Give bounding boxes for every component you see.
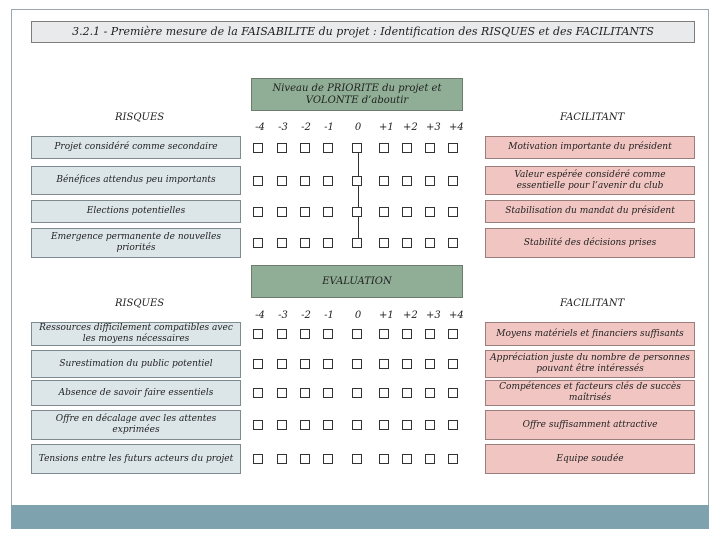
section2-risque-item: Surestimation du public potentiel	[31, 350, 241, 378]
section2-scale-label: +4	[449, 310, 464, 321]
section1-rating-checkbox[interactable]	[277, 143, 287, 153]
section1-rating-checkbox[interactable]	[253, 207, 263, 217]
section2-rating-checkbox[interactable]	[352, 388, 362, 398]
section1-rating-checkbox[interactable]	[277, 176, 287, 186]
section1-rating-checkbox[interactable]	[277, 238, 287, 248]
section1-rating-checkbox[interactable]	[323, 143, 333, 153]
section1-rating-checkbox[interactable]	[300, 238, 310, 248]
section2-scale-label: +1	[379, 310, 394, 321]
section2-risque-item: Ressources difficilement compatibles avec les moyens nécessaires	[31, 322, 241, 346]
section2-rating-checkbox[interactable]	[402, 329, 412, 339]
section2-rating-checkbox[interactable]	[448, 329, 458, 339]
section1-rating-checkbox[interactable]	[352, 207, 362, 217]
section2-rating-checkbox[interactable]	[379, 329, 389, 339]
section2-rating-checkbox[interactable]	[300, 420, 310, 430]
section2-rating-checkbox[interactable]	[379, 454, 389, 464]
section1-rating-checkbox[interactable]	[352, 143, 362, 153]
section1-scale-label: -1	[324, 122, 334, 133]
section1-rating-checkbox[interactable]	[425, 143, 435, 153]
section2-rating-checkbox[interactable]	[352, 420, 362, 430]
section2-scale-label: -1	[324, 310, 334, 321]
section2-rating-checkbox[interactable]	[323, 420, 333, 430]
section2-facilitant-item: Moyens matériels et financiers suffisants	[485, 322, 695, 346]
section2-rating-checkbox[interactable]	[379, 359, 389, 369]
section2-rating-checkbox[interactable]	[402, 420, 412, 430]
slide-footer-bar	[11, 505, 709, 529]
section1-rating-checkbox[interactable]	[402, 176, 412, 186]
section1-rating-checkbox[interactable]	[253, 238, 263, 248]
section2-rating-checkbox[interactable]	[402, 359, 412, 369]
section2-rating-checkbox[interactable]	[448, 359, 458, 369]
section2-scale-label: -4	[255, 310, 265, 321]
section2-rating-checkbox[interactable]	[379, 420, 389, 430]
section1-rating-checkbox[interactable]	[352, 238, 362, 248]
section2-facilitant-item: Offre suffisamment attractive	[485, 410, 695, 440]
section2-rating-checkbox[interactable]	[425, 388, 435, 398]
section2-rating-checkbox[interactable]	[352, 359, 362, 369]
section2-risque-item: Tensions entre les futurs acteurs du projet	[31, 444, 241, 474]
section2-rating-checkbox[interactable]	[323, 388, 333, 398]
section2-rating-checkbox[interactable]	[253, 454, 263, 464]
section1-risque-item: Projet considéré comme secondaire	[31, 136, 241, 159]
section2-scale-label: +2	[403, 310, 418, 321]
section1-rating-checkbox[interactable]	[402, 238, 412, 248]
section1-facilitant-item: Stabilité des décisions prises	[485, 228, 695, 258]
section1-scale-label: -4	[255, 122, 265, 133]
section2-scale-label: 0	[354, 310, 362, 321]
section1-scale-label: +1	[379, 122, 394, 133]
section1-rating-checkbox[interactable]	[379, 143, 389, 153]
section1-rating-checkbox[interactable]	[352, 176, 362, 186]
section2-rating-checkbox[interactable]	[253, 359, 263, 369]
section1-rating-checkbox[interactable]	[425, 207, 435, 217]
section1-zero-axis-line	[358, 150, 359, 242]
page-title: 3.2.1 - Première mesure de la FAISABILITE du projet : Identification des RISQUES et des FACILITANTS	[31, 21, 695, 43]
section1-scale-label: +2	[403, 122, 418, 133]
section1-rating-checkbox[interactable]	[323, 207, 333, 217]
section1-rating-checkbox[interactable]	[379, 207, 389, 217]
section2-rating-checkbox[interactable]	[300, 388, 310, 398]
section2-facilitant-item: Compétences et facteurs clés de succès maîtrisés	[485, 380, 695, 406]
section2-rating-checkbox[interactable]	[402, 388, 412, 398]
section1-rating-checkbox[interactable]	[425, 238, 435, 248]
section1-rating-checkbox[interactable]	[300, 176, 310, 186]
section2-rating-checkbox[interactable]	[448, 388, 458, 398]
section2-rating-checkbox[interactable]	[300, 454, 310, 464]
section2-facilitant-label: FACILITANT	[560, 298, 625, 309]
section2-facilitant-item: Appréciation juste du nombre de personnes pouvant être intéressés	[485, 350, 695, 378]
section2-rating-checkbox[interactable]	[300, 329, 310, 339]
section1-facilitant-item: Valeur espérée considéré comme essentielle pour l’avenir du club	[485, 166, 695, 195]
section1-scale-label: +4	[449, 122, 464, 133]
section2-rating-checkbox[interactable]	[277, 454, 287, 464]
section2-rating-checkbox[interactable]	[277, 359, 287, 369]
section2-header: EVALUATION	[251, 265, 463, 298]
section2-facilitant-item: Equipe soudée	[485, 444, 695, 474]
section2-rating-checkbox[interactable]	[253, 420, 263, 430]
section1-rating-checkbox[interactable]	[448, 238, 458, 248]
section1-scale-label: -2	[301, 122, 311, 133]
section1-rating-checkbox[interactable]	[277, 207, 287, 217]
section2-scale-label: -2	[301, 310, 311, 321]
section2-rating-checkbox[interactable]	[323, 329, 333, 339]
section1-rating-checkbox[interactable]	[402, 143, 412, 153]
section2-rating-checkbox[interactable]	[425, 420, 435, 430]
section2-rating-checkbox[interactable]	[323, 454, 333, 464]
section1-rating-checkbox[interactable]	[323, 238, 333, 248]
section1-risque-item: Emergence permanente de nouvelles priorités	[31, 228, 241, 258]
section1-risque-item: Bénéfices attendus peu importants	[31, 166, 241, 195]
section2-rating-checkbox[interactable]	[425, 359, 435, 369]
section2-risque-item: Offre en décalage avec les attentes exprimées	[31, 410, 241, 440]
section1-rating-checkbox[interactable]	[448, 176, 458, 186]
section2-rating-checkbox[interactable]	[425, 329, 435, 339]
section2-scale-label: -3	[278, 310, 288, 321]
section2-rating-checkbox[interactable]	[448, 420, 458, 430]
section1-rating-checkbox[interactable]	[448, 143, 458, 153]
section2-rating-checkbox[interactable]	[448, 454, 458, 464]
section1-facilitant-item: Stabilisation du mandat du président	[485, 200, 695, 223]
section1-facilitant-item: Motivation importante du président	[485, 136, 695, 159]
section1-scale-label: 0	[354, 122, 362, 133]
section2-rating-checkbox[interactable]	[277, 329, 287, 339]
section1-rating-checkbox[interactable]	[323, 176, 333, 186]
section1-rating-checkbox[interactable]	[379, 238, 389, 248]
section2-rating-checkbox[interactable]	[277, 420, 287, 430]
section1-rating-checkbox[interactable]	[253, 176, 263, 186]
section2-rating-checkbox[interactable]	[425, 454, 435, 464]
section1-rating-checkbox[interactable]	[379, 176, 389, 186]
section2-rating-checkbox[interactable]	[402, 454, 412, 464]
section1-scale-label: -3	[278, 122, 288, 133]
section1-risques-label: RISQUES	[115, 112, 165, 123]
section1-header: Niveau de PRIORITE du projet et VOLONTE d’aboutir	[251, 78, 463, 111]
section1-rating-checkbox[interactable]	[448, 207, 458, 217]
section1-scale-label: +3	[426, 122, 441, 133]
section2-scale-label: +3	[426, 310, 441, 321]
section1-rating-checkbox[interactable]	[300, 143, 310, 153]
section2-risque-item: Absence de savoir faire essentiels	[31, 380, 241, 406]
section2-rating-checkbox[interactable]	[253, 388, 263, 398]
section2-rating-checkbox[interactable]	[277, 388, 287, 398]
section1-rating-checkbox[interactable]	[402, 207, 412, 217]
section2-rating-checkbox[interactable]	[300, 359, 310, 369]
section2-rating-checkbox[interactable]	[352, 454, 362, 464]
section2-risques-label: RISQUES	[115, 298, 165, 309]
section1-rating-checkbox[interactable]	[300, 207, 310, 217]
section1-facilitant-label: FACILITANT	[560, 112, 625, 123]
section2-rating-checkbox[interactable]	[379, 388, 389, 398]
section1-risque-item: Elections potentielles	[31, 200, 241, 223]
section2-rating-checkbox[interactable]	[352, 329, 362, 339]
section2-rating-checkbox[interactable]	[323, 359, 333, 369]
section1-rating-checkbox[interactable]	[425, 176, 435, 186]
section1-rating-checkbox[interactable]	[253, 143, 263, 153]
section2-rating-checkbox[interactable]	[253, 329, 263, 339]
